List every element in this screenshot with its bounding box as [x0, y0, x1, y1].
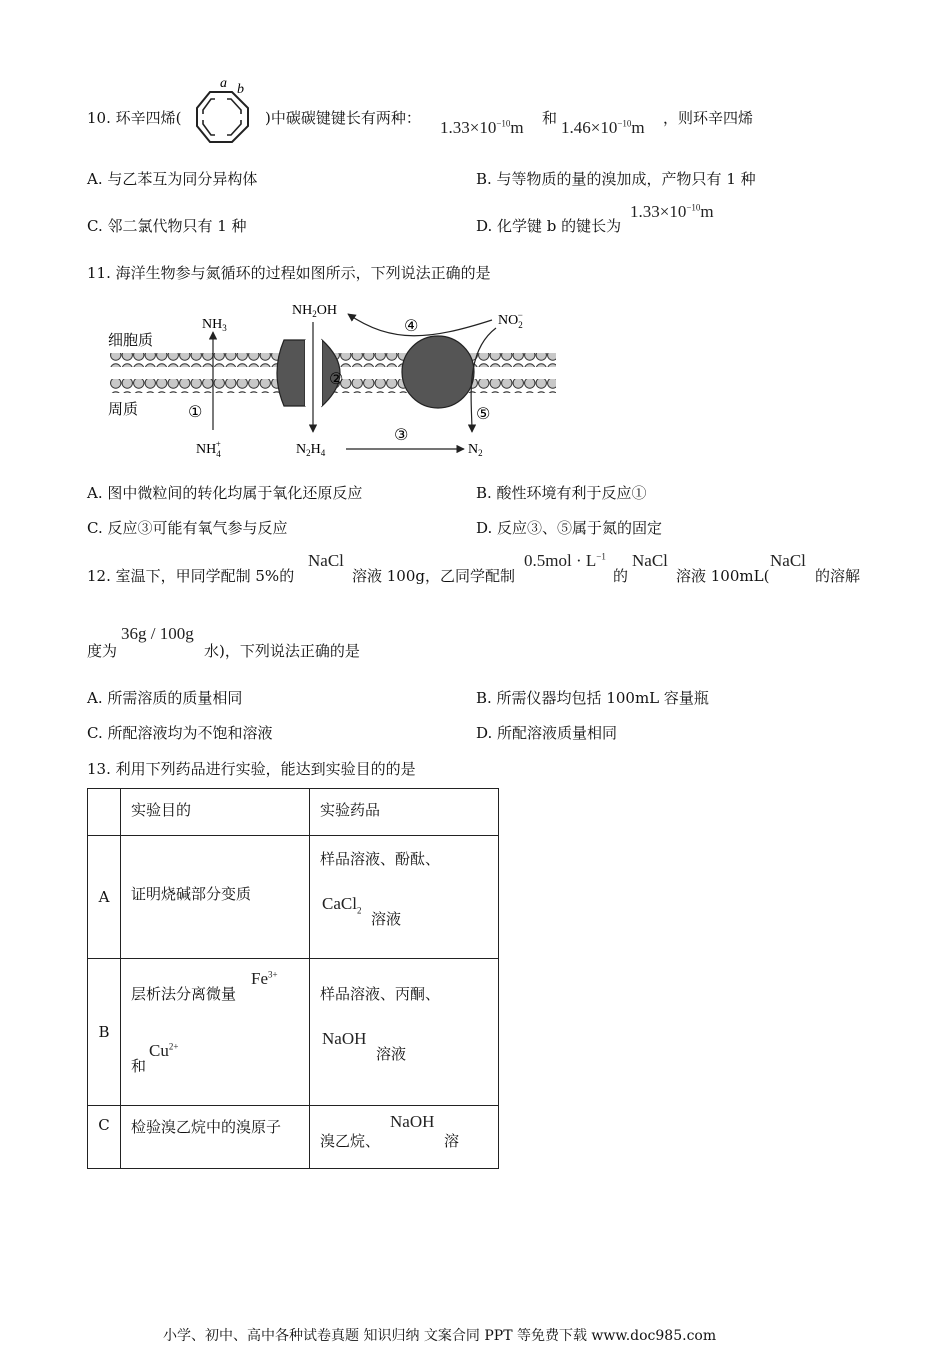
q12-solubility: 36g / 100g — [121, 624, 194, 643]
q10-option-c[interactable]: C. 邻二氯代物只有 1 种 — [87, 217, 247, 235]
species-nh2oh: $NH_2OH$ — [292, 303, 337, 319]
row-reagents: 溴乙烷、 NaOH 溶 — [310, 1106, 499, 1169]
q13-stem: 13. 利用下列药品进行实验，能达到实验目的的是 — [87, 760, 416, 778]
q12-stem-line2-a: 度为 — [87, 642, 118, 660]
q12-option-b[interactable]: B. 所需仪器均包括 100mL 容量瓶 — [476, 689, 709, 707]
species-no2-minus: $NO_2-$ — [498, 310, 523, 330]
species-n2h4: $N_2H_4$ — [296, 442, 326, 458]
q10-stem-suffix: ，则环辛四烯 — [663, 109, 754, 127]
label-reaction-5: ⑤ — [476, 404, 491, 423]
q11-stem: 11. 海洋生物参与氮循环的过程如图所示，下列说法正确的是 — [87, 264, 491, 282]
species-nh4-plus: $NH_4+$ — [196, 439, 221, 459]
q12-nacl-1: NaCl — [308, 551, 344, 570]
label-cytoplasm: 细胞质 — [108, 331, 154, 349]
q11-option-b[interactable]: B. 酸性环境有利于反应① — [476, 484, 647, 502]
q10-option-d[interactable]: D. 化学键 b 的键长为 — [476, 217, 622, 235]
page-footer: 小学、初中、高中各种试卷真题 知识归纳 文案合同 PPT 等免费下载 www.doc985.com — [163, 1328, 717, 1344]
nitrogen-cycle-diagram — [100, 292, 570, 464]
label-reaction-4: ④ — [404, 316, 419, 335]
species-nh3: $NH_3$ — [202, 317, 227, 333]
bond-label-a: a — [220, 76, 227, 91]
q12-option-c[interactable]: C. 所配溶液均为不饱和溶液 — [87, 724, 273, 742]
row-purpose: 检验溴乙烷中的溴原子 — [121, 1106, 310, 1169]
header-cell-id — [88, 789, 121, 836]
experiment-table — [87, 788, 499, 1169]
q10-length-2: $1.46\times 10^{-10}m$ — [561, 118, 645, 137]
row-purpose: 层析法分离微量 $Fe^{3+}$ 和 $Cu^{2+}$ — [121, 959, 310, 1106]
species-n2: $N_2$ — [468, 442, 483, 458]
q12-nacl-2: NaCl — [632, 551, 668, 570]
q10-option-b[interactable]: B. 与等物质的量的溴加成，产物只有 1 种 — [476, 170, 756, 188]
header-cell-reagents: 实验药品 — [310, 789, 499, 836]
row-id: C — [88, 1106, 121, 1169]
enzyme-sphere — [402, 336, 474, 408]
label-reaction-2: ② — [329, 369, 344, 388]
row-reagents: 样品溶液、酚酞、 CaCl$_2$ 溶液 — [310, 836, 499, 959]
q12-stem-e: 的溶解 — [815, 567, 861, 585]
label-reaction-3: ③ — [394, 425, 409, 444]
q12-stem-a: 12. 室温下，甲同学配制 5%的 — [87, 567, 295, 585]
table-row — [88, 1106, 499, 1169]
q12-concentration: $0.5mol \cdot L^{-1}$ — [524, 551, 606, 570]
q11-option-d[interactable]: D. 反应③、⑤属于氮的固定 — [476, 519, 663, 537]
label-periplasm: 周质 — [108, 400, 139, 418]
cyclooctatetraene-structure — [193, 74, 255, 146]
row-reagents: 样品溶液、丙酮、 NaOH 溶液 — [310, 959, 499, 1106]
row-id: A — [88, 836, 121, 959]
row-id: B — [88, 959, 121, 1106]
q12-stem-b: 溶液 100g，乙同学配制 — [352, 567, 516, 585]
q10-stem-prefix: 10. 环辛四烯( — [87, 109, 182, 127]
table-row — [88, 836, 499, 959]
label-reaction-1: ① — [188, 402, 203, 421]
row-purpose: 证明烧碱部分变质 — [121, 836, 310, 959]
channel-protein-left — [277, 340, 305, 406]
q11-option-c[interactable]: C. 反应③可能有氧气参与反应 — [87, 519, 288, 537]
q12-nacl-3: NaCl — [770, 551, 806, 570]
q10-option-d-value: $1.33\times 10^{-10}m$ — [630, 202, 714, 221]
q10-length-1: $1.33\times 10^{-10}m$ — [440, 118, 524, 137]
table-row — [88, 959, 499, 1106]
header-cell-purpose: 实验目的 — [121, 789, 310, 836]
arrow-reaction-4 — [348, 314, 492, 336]
q12-option-d[interactable]: D. 所配溶液质量相同 — [476, 724, 618, 742]
q10-stem-mid: )中碳碳键键长有两种： — [265, 109, 421, 127]
q12-stem-c: 的 — [613, 567, 629, 585]
q12-stem-line2-b: 水)，下列说法正确的是 — [204, 642, 360, 660]
table-header-row — [88, 789, 499, 836]
q10-option-a[interactable]: A. 与乙苯互为同分异构体 — [87, 170, 258, 188]
bond-label-b: b — [237, 82, 244, 97]
q12-stem-d: 溶液 100mL( — [676, 567, 770, 585]
q10-and: 和 — [542, 109, 558, 127]
q12-option-a[interactable]: A. 所需溶质的质量相同 — [87, 689, 243, 707]
q11-option-a[interactable]: A. 图中微粒间的转化均属于氧化还原反应 — [87, 484, 363, 502]
